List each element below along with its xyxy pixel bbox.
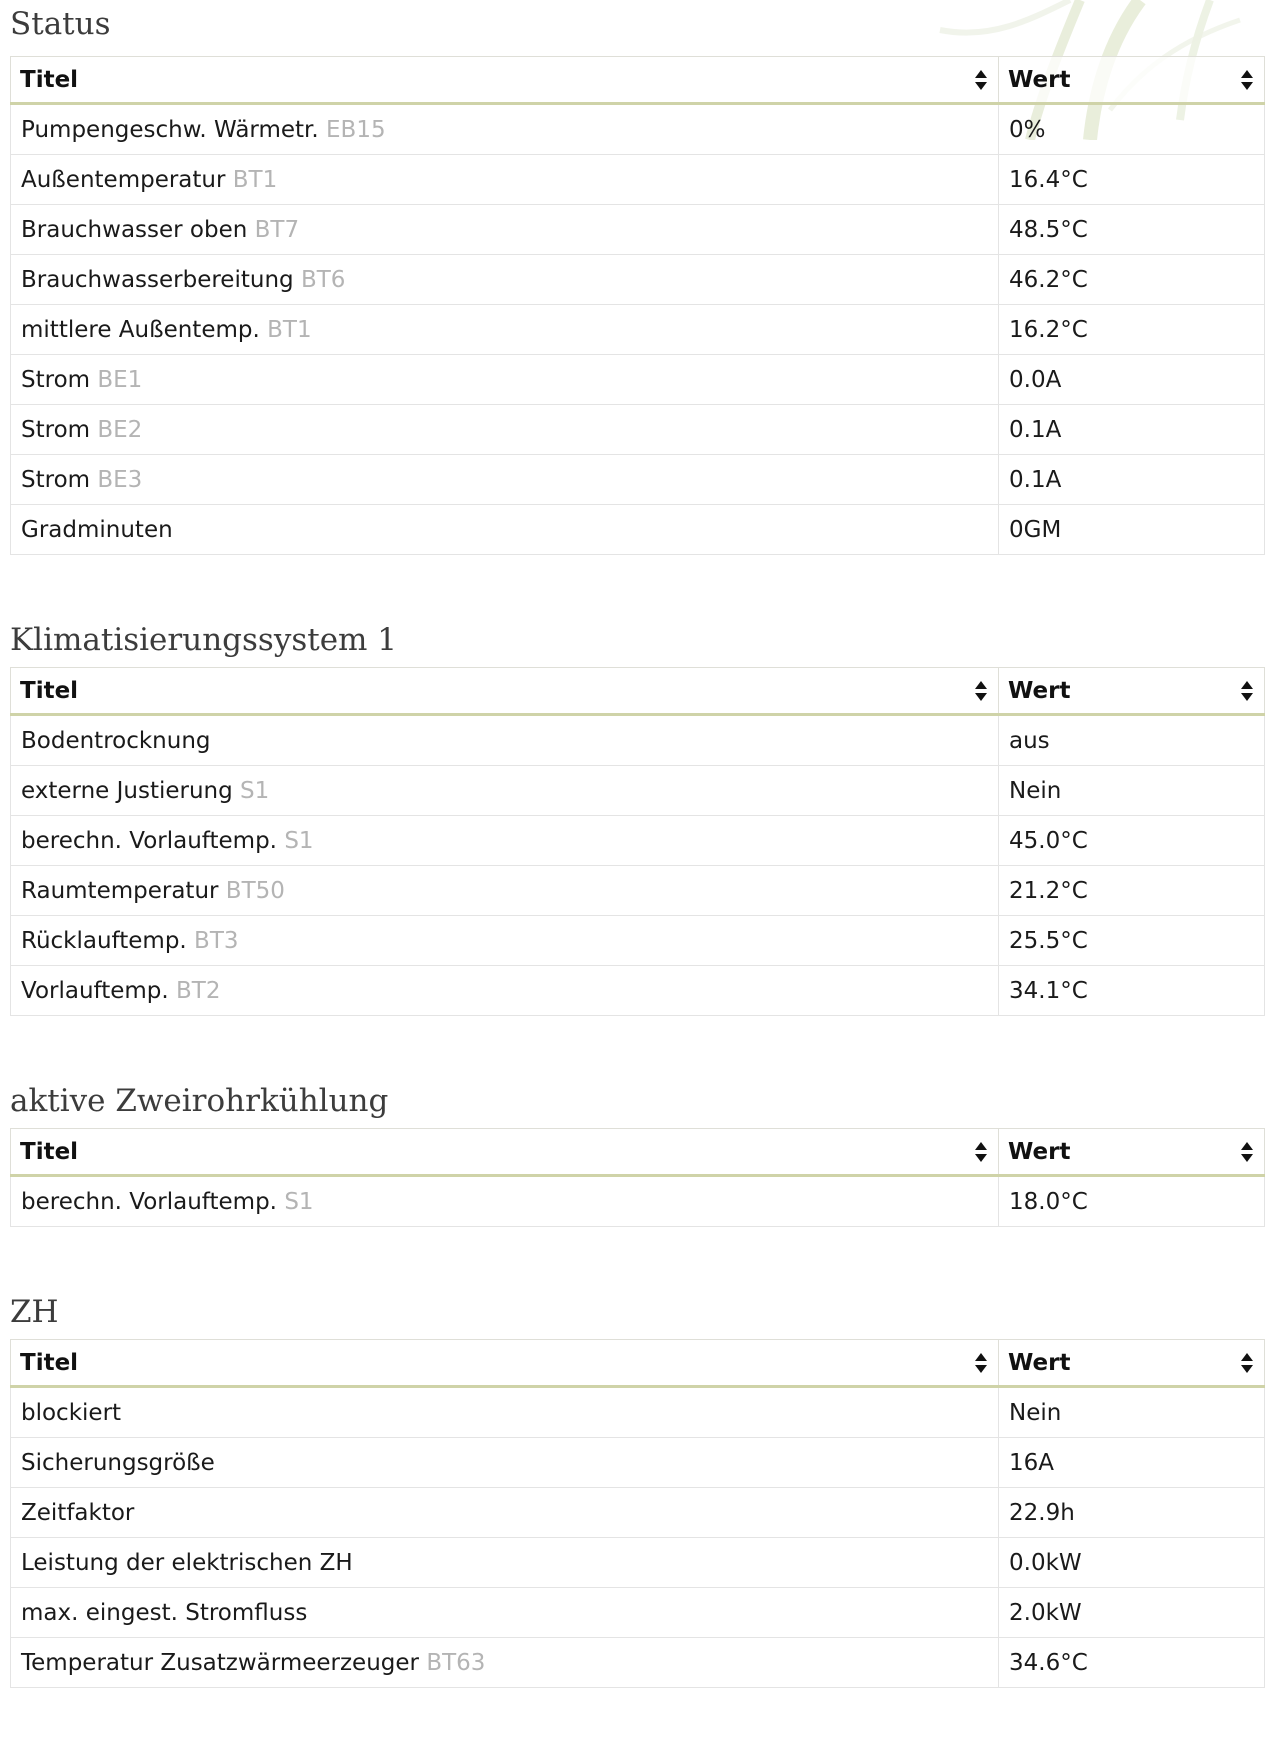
row-title-cell (11, 866, 999, 916)
column-header-label: Titel (20, 66, 79, 93)
row-value-cell: 18.0°C (999, 1176, 1265, 1227)
row-title-cell (11, 305, 999, 355)
table-row (11, 1488, 1265, 1538)
row-label: Sicherungsgröße (21, 1449, 215, 1476)
status-table (10, 56, 1265, 555)
row-label: Bodentrocknung (21, 727, 211, 754)
row-title-cell (11, 1176, 999, 1227)
sort-icon (1240, 680, 1254, 702)
column-header-titel[interactable] (11, 668, 999, 715)
column-header-wert[interactable] (999, 668, 1265, 715)
row-title-cell (11, 155, 999, 205)
table-row (11, 1638, 1265, 1688)
row-value-cell: 34.1°C (999, 966, 1265, 1016)
table-row (11, 205, 1265, 255)
row-title-cell (11, 104, 999, 155)
row-label: Strom (21, 466, 91, 493)
row-title-cell (11, 1387, 999, 1438)
sort-icon (974, 1352, 988, 1374)
row-value-cell: 0.0kW (999, 1538, 1265, 1588)
section-klimatisierungssystem (10, 615, 1264, 1016)
row-value-cell: 0% (999, 104, 1265, 155)
row-label: max. eingest. Stromfluss (21, 1599, 308, 1626)
row-value-cell: Nein (999, 766, 1265, 816)
row-title-cell (11, 1438, 999, 1488)
row-title-cell (11, 505, 999, 555)
sensor-code: BE2 (97, 416, 143, 443)
row-label: Brauchwasserbereitung (21, 266, 294, 293)
row-title-cell (11, 355, 999, 405)
section-title: aktive Zweirohrkühlung (10, 1083, 389, 1119)
row-title-cell (11, 916, 999, 966)
row-title-cell (11, 205, 999, 255)
table-row (11, 916, 1265, 966)
row-value-cell: 2.0kW (999, 1588, 1265, 1638)
sensor-code: BE1 (97, 366, 143, 393)
zweirohrkuehlung-table (10, 1128, 1265, 1227)
column-header-wert[interactable] (999, 1340, 1265, 1387)
row-value-cell: 21.2°C (999, 866, 1265, 916)
sensor-code: BT63 (426, 1649, 486, 1676)
row-label: Raumtemperatur (21, 877, 219, 904)
table-header-row (11, 1340, 1265, 1387)
table-row (11, 505, 1265, 555)
sensor-code: S1 (284, 827, 314, 854)
table-row (11, 1176, 1265, 1227)
column-header-wert[interactable] (999, 1129, 1265, 1176)
row-value-cell: 0.0A (999, 355, 1265, 405)
sort-icon (1240, 1141, 1254, 1163)
column-header-titel[interactable] (11, 57, 999, 104)
table-row (11, 715, 1265, 766)
row-title-cell (11, 966, 999, 1016)
row-title-cell (11, 1488, 999, 1538)
row-label: Vorlauftemp. (21, 977, 169, 1004)
row-label: berechn. Vorlauftemp. (21, 1188, 277, 1215)
row-label: mittlere Außentemp. (21, 316, 260, 343)
row-label: Strom (21, 366, 91, 393)
table-header-row (11, 1129, 1265, 1176)
row-value-cell: 25.5°C (999, 916, 1265, 966)
sensor-code: BT7 (254, 216, 300, 243)
column-header-label: Titel (20, 677, 79, 704)
table-row (11, 766, 1265, 816)
column-header-label: Wert (1008, 677, 1071, 704)
row-value-cell: 0GM (999, 505, 1265, 555)
row-value-cell: 22.9h (999, 1488, 1265, 1538)
sort-icon (974, 1141, 988, 1163)
column-header-label: Wert (1008, 1349, 1071, 1376)
column-header-label: Wert (1008, 1138, 1071, 1165)
sensor-code: EB15 (326, 116, 386, 143)
row-label: Gradminuten (21, 516, 173, 543)
column-header-label: Titel (20, 1349, 79, 1376)
sensor-code: BT2 (176, 977, 221, 1004)
column-header-label: Titel (20, 1138, 79, 1165)
table-row (11, 405, 1265, 455)
column-header-label: Wert (1008, 66, 1071, 93)
row-label: Temperatur Zusatzwärmeerzeuger (21, 1649, 419, 1676)
table-row (11, 355, 1265, 405)
row-title-cell (11, 1638, 999, 1688)
row-label: Außentemperatur (21, 166, 226, 193)
section-title: Klimatisierungssystem 1 (10, 622, 398, 658)
row-value-cell: 48.5°C (999, 205, 1265, 255)
zh-table (10, 1339, 1265, 1688)
section-zh (10, 1287, 1264, 1688)
section-zweirohrkuehlung (10, 1076, 1264, 1227)
row-title-cell (11, 1588, 999, 1638)
row-title-cell (11, 816, 999, 866)
sort-icon (1240, 69, 1254, 91)
row-title-cell (11, 255, 999, 305)
row-value-cell: 0.1A (999, 455, 1265, 505)
sort-icon (1240, 1352, 1254, 1374)
row-value-cell: 16A (999, 1438, 1265, 1488)
table-header-row (11, 668, 1265, 715)
section-status (10, 0, 1264, 555)
sensor-code: S1 (240, 777, 270, 804)
table-row (11, 816, 1265, 866)
row-value-cell: 46.2°C (999, 255, 1265, 305)
column-header-titel[interactable] (11, 1340, 999, 1387)
row-label: berechn. Vorlauftemp. (21, 827, 277, 854)
sort-icon (974, 69, 988, 91)
column-header-wert[interactable] (999, 57, 1265, 104)
table-row (11, 866, 1265, 916)
row-label: Rücklauftemp. (21, 927, 187, 954)
table-row (11, 155, 1265, 205)
row-label: Strom (21, 416, 91, 443)
row-value-cell: Nein (999, 1387, 1265, 1438)
row-title-cell (11, 1538, 999, 1588)
column-header-titel[interactable] (11, 1129, 999, 1176)
section-title: Status (10, 6, 111, 42)
sensor-code: S1 (284, 1188, 314, 1215)
row-value-cell: 16.2°C (999, 305, 1265, 355)
row-title-cell (11, 766, 999, 816)
sensor-code: BT1 (232, 166, 278, 193)
klimatisierungssystem-table (10, 667, 1265, 1016)
table-row (11, 1387, 1265, 1438)
table-row (11, 1538, 1265, 1588)
table-row (11, 966, 1265, 1016)
row-title-cell (11, 455, 999, 505)
row-label: Brauchwasser oben (21, 216, 248, 243)
row-value-cell: 34.6°C (999, 1638, 1265, 1688)
sensor-code: BT50 (225, 877, 285, 904)
table-row (11, 255, 1265, 305)
sensor-code: BT6 (300, 266, 346, 293)
row-label: externe Justierung (21, 777, 233, 804)
row-label: Zeitfaktor (21, 1499, 135, 1526)
sort-icon (974, 680, 988, 702)
row-label: Pumpengeschw. Wärmetr. (21, 116, 319, 143)
row-value-cell: aus (999, 715, 1265, 766)
sensor-code: BT1 (267, 316, 312, 343)
row-value-cell: 0.1A (999, 405, 1265, 455)
section-title: ZH (10, 1294, 59, 1330)
row-value-cell: 45.0°C (999, 816, 1265, 866)
table-row (11, 455, 1265, 505)
table-header-row (11, 57, 1265, 104)
sensor-code: BT3 (194, 927, 239, 954)
row-title-cell (11, 715, 999, 766)
row-label: blockiert (21, 1399, 122, 1426)
table-row (11, 1588, 1265, 1638)
table-row (11, 1438, 1265, 1488)
table-row (11, 305, 1265, 355)
sensor-code: BE3 (97, 466, 143, 493)
row-label: Leistung der elektrischen ZH (21, 1549, 353, 1576)
row-title-cell (11, 405, 999, 455)
table-row (11, 104, 1265, 155)
row-value-cell: 16.4°C (999, 155, 1265, 205)
